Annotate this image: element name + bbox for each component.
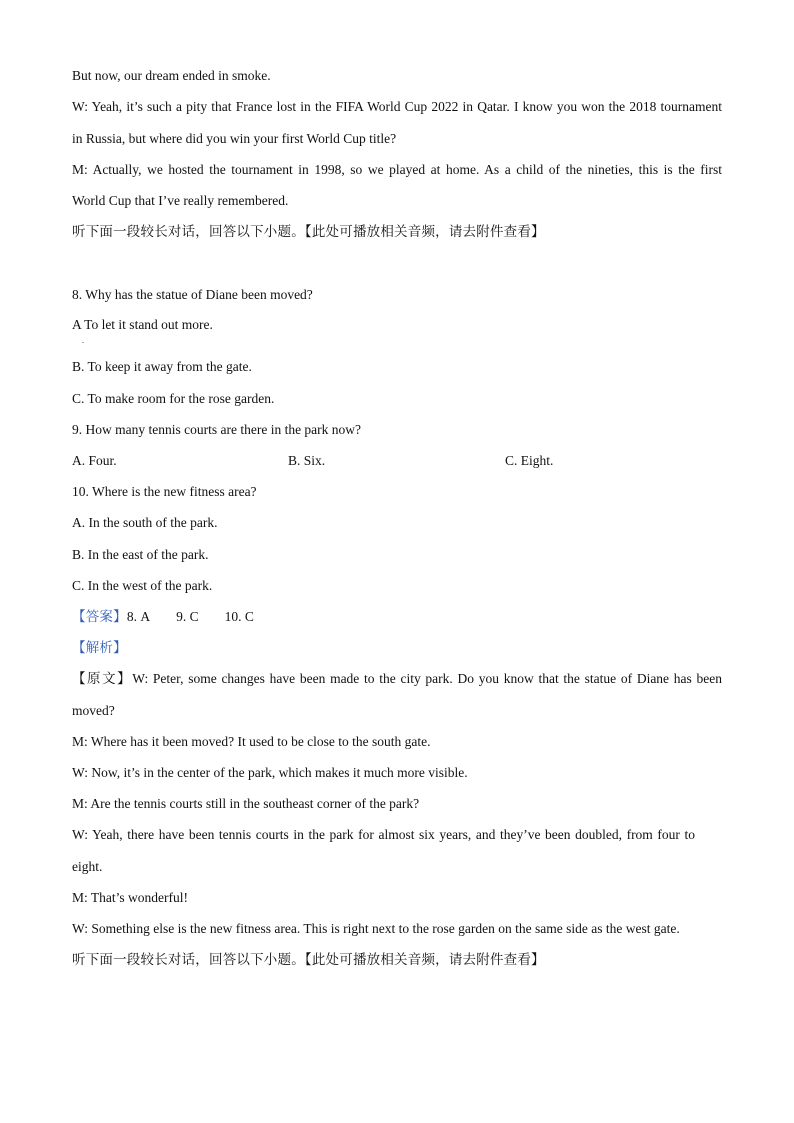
answer-row — [72, 609, 254, 625]
transcript-line: W: Something else is the new fitness area. This is right next to the rose garden on the same side as the west gate. — [72, 921, 680, 936]
question-stem: 8. Why has the statue of Diane been moved? — [72, 287, 313, 302]
option-b: B. To keep it away from the gate. — [72, 359, 252, 374]
listen-instruction: 听下面一段较长对话，回答以下小题。【此处可播放相关音频，请去附件查看】 — [72, 952, 545, 968]
answer-label: 【答案】 — [72, 609, 127, 625]
option-c: C. To make room for the rose garden. — [72, 391, 275, 406]
transcript-line: M: Are the tennis courts still in the southeast corner of the park? — [72, 796, 420, 811]
transcript-line: moved? — [72, 703, 115, 718]
listen-instruction: 听下面一段较长对话，回答以下小题。【此处可播放相关音频，请去附件查看】 — [72, 224, 545, 240]
transcript-line: eight. — [72, 859, 103, 874]
answer-item: 10. C — [224, 609, 254, 624]
stray-dot: . — [82, 336, 84, 345]
transcript-line: W: Yeah, there have been tennis courts in the park for almost six years, and they’ve been doubled, from four to — [72, 827, 695, 842]
question-stem: 9. How many tennis courts are there in the park now? — [72, 422, 362, 437]
option-b: B. In the east of the park. — [72, 547, 209, 562]
option-c: C. In the west of the park. — [72, 578, 213, 593]
option-a: A. Four. — [72, 453, 117, 468]
transcript-line: W: Now, it’s in the center of the park, which makes it much more visible. — [72, 765, 468, 780]
transcript-text: W: Peter, some changes have been made to the city park. Do you know that the statue of Diane has been — [132, 671, 722, 686]
answer-item: 9. C — [176, 609, 199, 624]
option-a: A To let it stand out more. — [72, 317, 213, 332]
dialogue-line: in Russia, but where did you win your first World Cup title? — [72, 131, 397, 146]
question-stem: 10. Where is the new fitness area? — [72, 484, 257, 499]
option-b: B. Six. — [288, 453, 326, 468]
dialogue-line: W: Yeah, it’s such a pity that France lost in the FIFA World Cup 2022 in Qatar. I know you won the 2018 tournament — [72, 99, 722, 114]
transcript-label: 【原文】 — [72, 671, 133, 687]
analysis-label: 【解析】 — [72, 640, 127, 656]
dialogue-line: M: Actually, we hosted the tournament in 1998, so we played at home. As a child of the nineties, this is the first — [72, 162, 722, 177]
transcript-line: M: That’s wonderful! — [72, 890, 188, 905]
transcript-line: M: Where has it been moved? It used to be close to the south gate. — [72, 734, 431, 749]
dialogue-line: But now, our dream ended in smoke. — [72, 68, 271, 83]
option-c: C. Eight. — [505, 453, 554, 468]
transcript-line — [72, 671, 722, 687]
dialogue-line: World Cup that I’ve really remembered. — [72, 193, 289, 208]
answer-item: 8. A — [126, 609, 151, 624]
option-a: A. In the south of the park. — [72, 515, 218, 530]
